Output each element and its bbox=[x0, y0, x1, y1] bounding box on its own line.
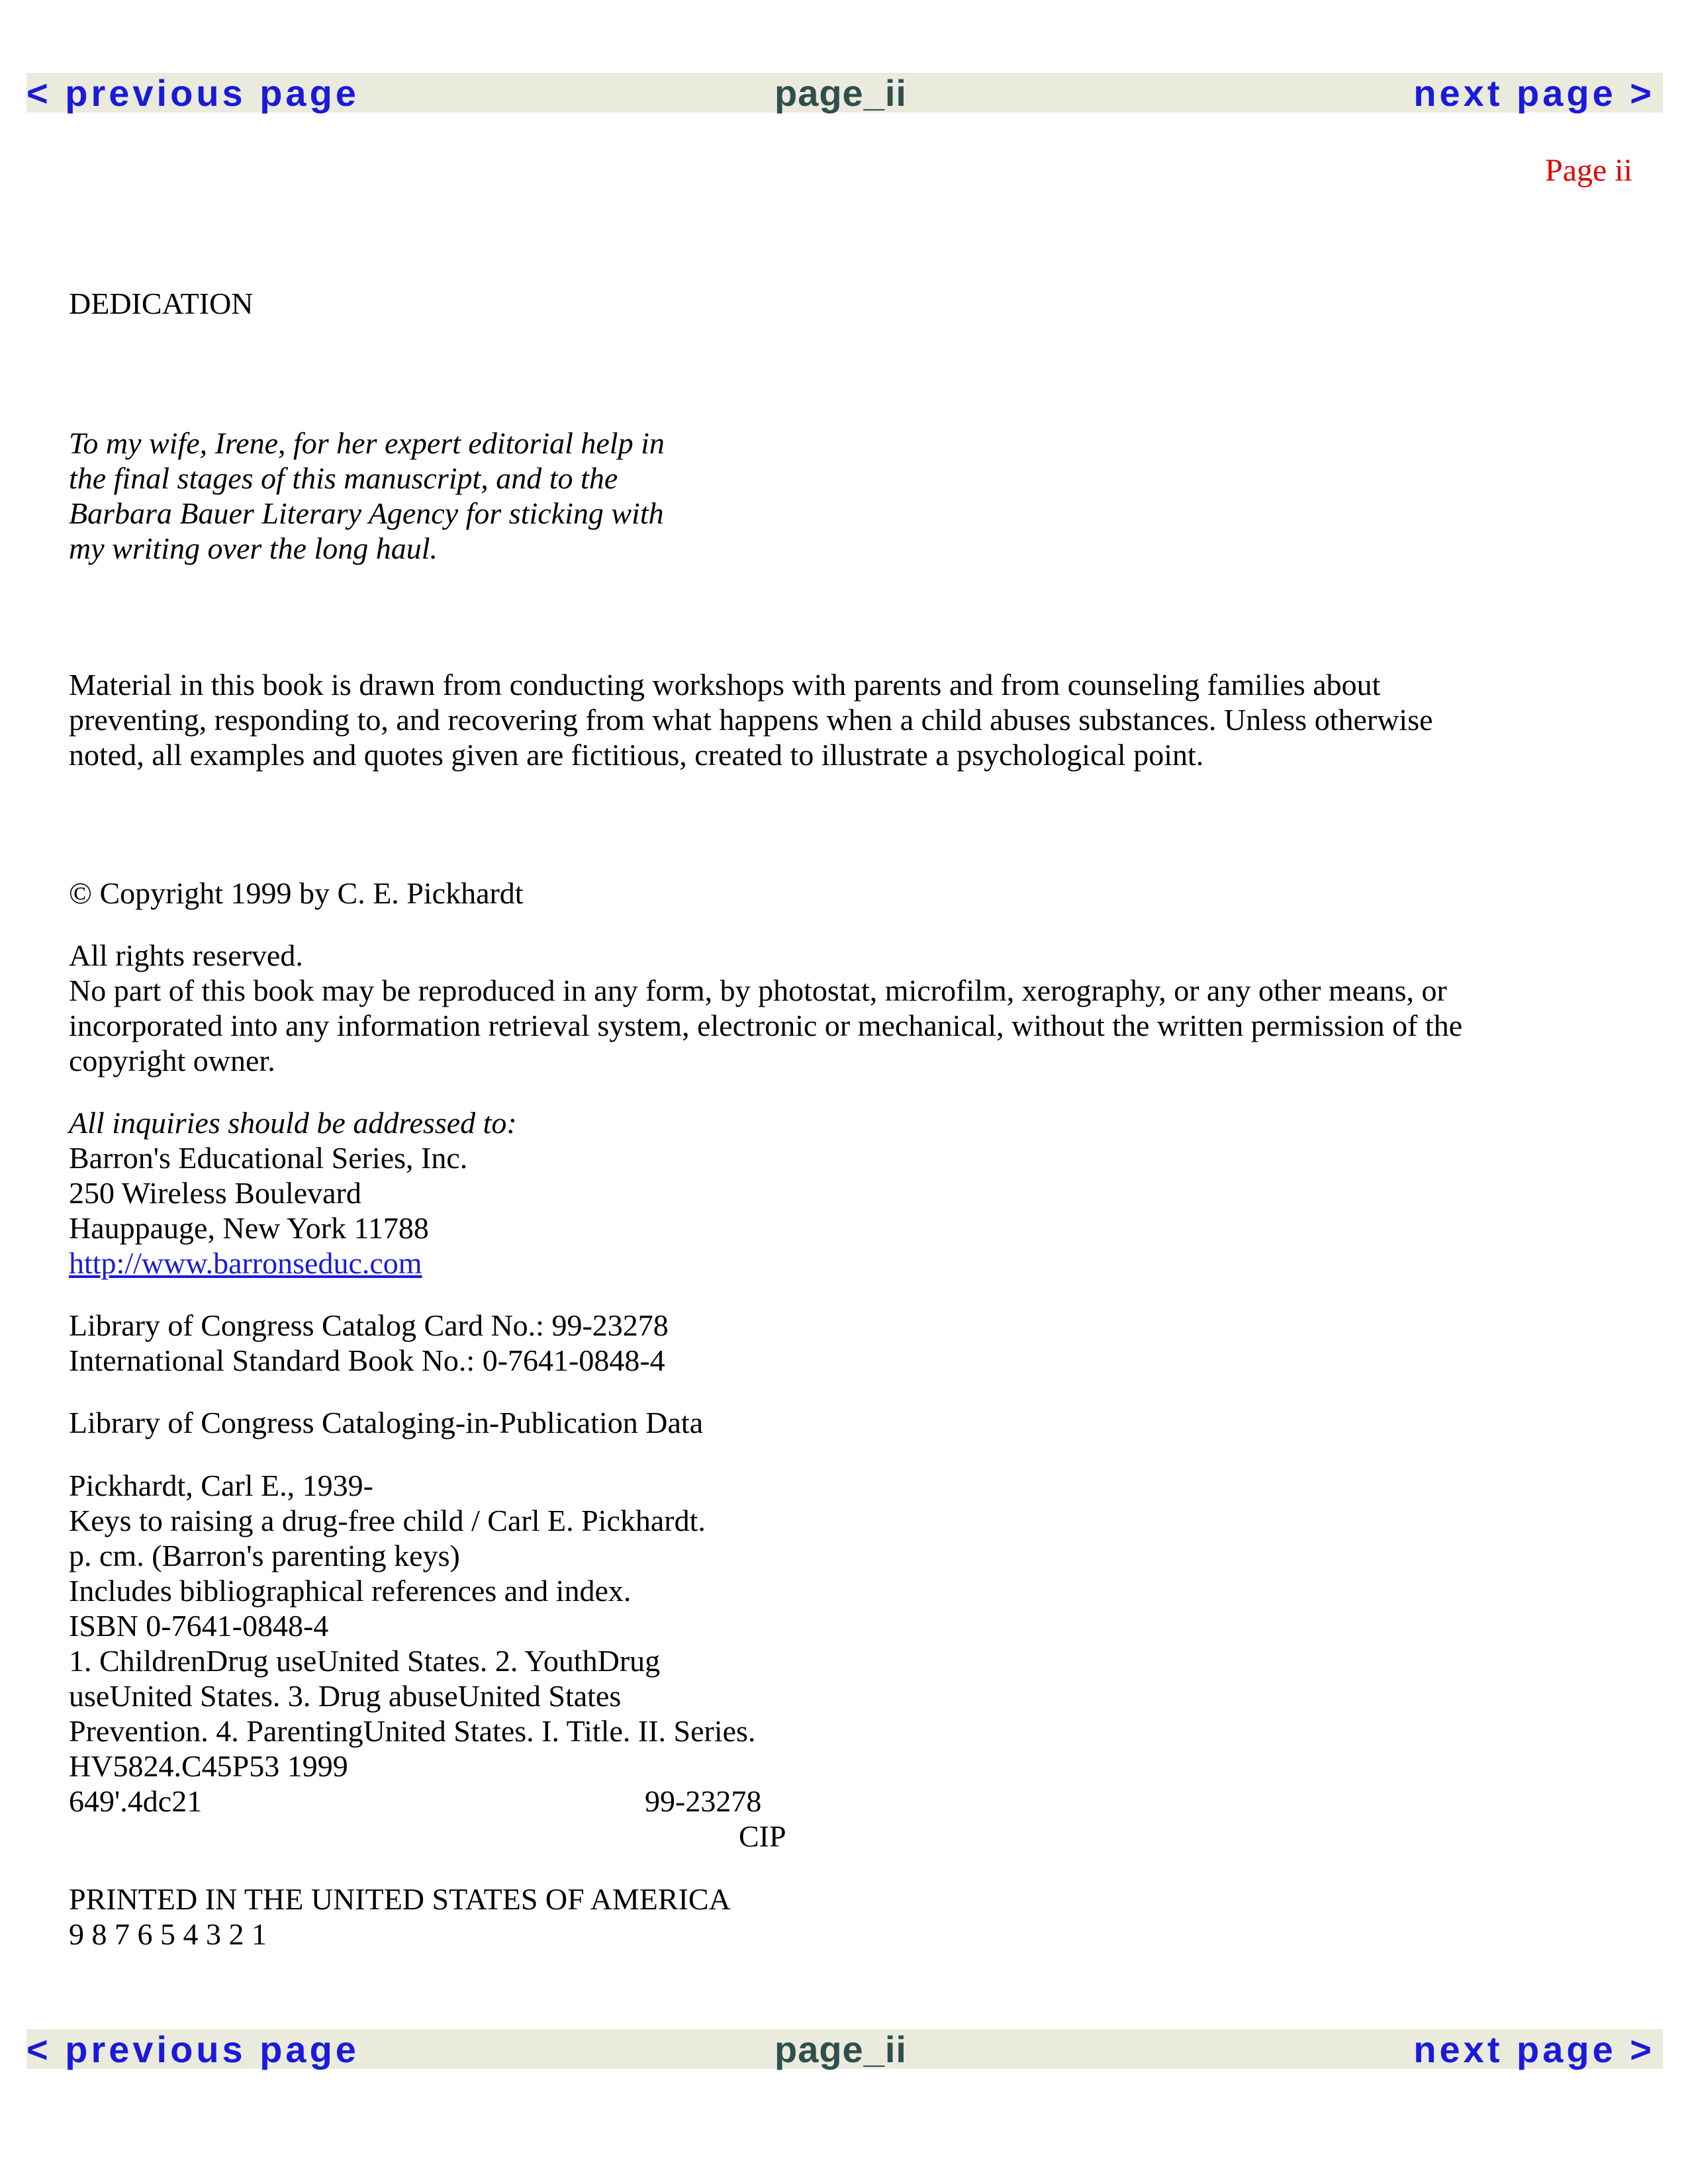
dedication-line: To my wife, Irene, for her expert editorial help in bbox=[69, 426, 665, 460]
cip-tag: CIP bbox=[739, 1819, 786, 1853]
bottom-nav-bar bbox=[26, 2029, 1663, 2069]
publisher-name: Barron's Educational Series, Inc. bbox=[69, 1141, 468, 1175]
catalog-numbers bbox=[69, 1308, 669, 1378]
cip-line: Includes bibliographical references and index. bbox=[69, 1574, 632, 1608]
rights-notice bbox=[69, 938, 1462, 1078]
dedication-line: Barbara Bauer Literary Agency for sticking with bbox=[69, 496, 664, 530]
copyright-line: © Copyright 1999 by C. E. Pickhardt bbox=[69, 876, 524, 910]
previous-page-link[interactable]: < previous page bbox=[26, 2028, 359, 2070]
class-number: 649'.4dc21 bbox=[69, 1784, 203, 1818]
cip-line: useUnited States. 3. Drug abuseUnited States bbox=[69, 1679, 622, 1713]
cip-line: 1. ChildrenDrug useUnited States. 2. YouthDrug bbox=[69, 1644, 661, 1678]
material-note-line: noted, all examples and quotes given are fictitious, created to illustrate a psychological point. bbox=[69, 738, 1204, 772]
printing-numbers: 9 8 7 6 5 4 3 2 1 bbox=[69, 1917, 267, 1951]
cip-line: Keys to raising a drug-free child / Carl E. Pickhardt. bbox=[69, 1504, 706, 1537]
material-note-line: preventing, responding to, and recovering from what happens when a child abuses substances. Unless otherwise bbox=[69, 703, 1433, 737]
cip-line: Prevention. 4. ParentingUnited States. I. Title. II. Series. bbox=[69, 1714, 756, 1748]
top-nav-bar bbox=[26, 73, 1663, 113]
dedication-line: the final stages of this manuscript, and to the bbox=[69, 461, 618, 495]
printing-info bbox=[69, 1882, 731, 1952]
rights-line: All rights reserved. bbox=[69, 938, 303, 972]
catalog-card-number: Library of Congress Catalog Card No.: 99-23278 bbox=[69, 1308, 669, 1342]
previous-page-link[interactable]: < previous page bbox=[26, 72, 359, 114]
next-page-link[interactable]: next page > bbox=[1413, 2028, 1655, 2070]
inquiries-block bbox=[69, 1105, 517, 1281]
page-number-label: Page ii bbox=[1545, 153, 1632, 188]
cip-line: HV5824.C45P53 1999 bbox=[69, 1749, 348, 1783]
publisher-city: Hauppauge, New York 11788 bbox=[69, 1211, 429, 1245]
cip-data bbox=[69, 1468, 755, 1784]
page-id-label: page_ii bbox=[774, 2028, 907, 2070]
inquiries-intro: All inquiries should be addressed to: bbox=[69, 1106, 517, 1140]
dedication-text bbox=[69, 426, 665, 566]
cip-line: ISBN 0-7641-0848-4 bbox=[69, 1609, 329, 1643]
publisher-street: 250 Wireless Boulevard bbox=[69, 1176, 361, 1210]
printed-in-line: PRINTED IN THE UNITED STATES OF AMERICA bbox=[69, 1882, 731, 1916]
rights-line: incorporated into any information retrieval system, electronic or mechanical, without the written permission of the bbox=[69, 1009, 1463, 1042]
cip-heading: Library of Congress Cataloging-in-Publication Data bbox=[69, 1406, 704, 1439]
material-note bbox=[69, 667, 1433, 772]
cip-line: p. cm. (Barron's parenting keys) bbox=[69, 1539, 460, 1572]
rights-line: copyright owner. bbox=[69, 1044, 275, 1077]
isbn-line: International Standard Book No.: 0-7641-0848-4 bbox=[69, 1343, 665, 1377]
rights-line: No part of this book may be reproduced in any form, by photostat, microfilm, xerography, or any other means, or bbox=[69, 974, 1447, 1007]
publisher-website-link[interactable]: http://www.barronseduc.com bbox=[69, 1246, 422, 1280]
page-id-label: page_ii bbox=[774, 72, 907, 114]
lccn-number: 99-23278 bbox=[645, 1784, 762, 1818]
next-page-link[interactable]: next page > bbox=[1413, 72, 1655, 114]
dedication-line: my writing over the long haul. bbox=[69, 531, 438, 565]
dedication-heading: DEDICATION bbox=[69, 287, 254, 320]
material-note-line: Material in this book is drawn from conducting workshops with parents and from counseling families about bbox=[69, 668, 1381, 702]
cip-line: Pickhardt, Carl E., 1939- bbox=[69, 1469, 373, 1502]
